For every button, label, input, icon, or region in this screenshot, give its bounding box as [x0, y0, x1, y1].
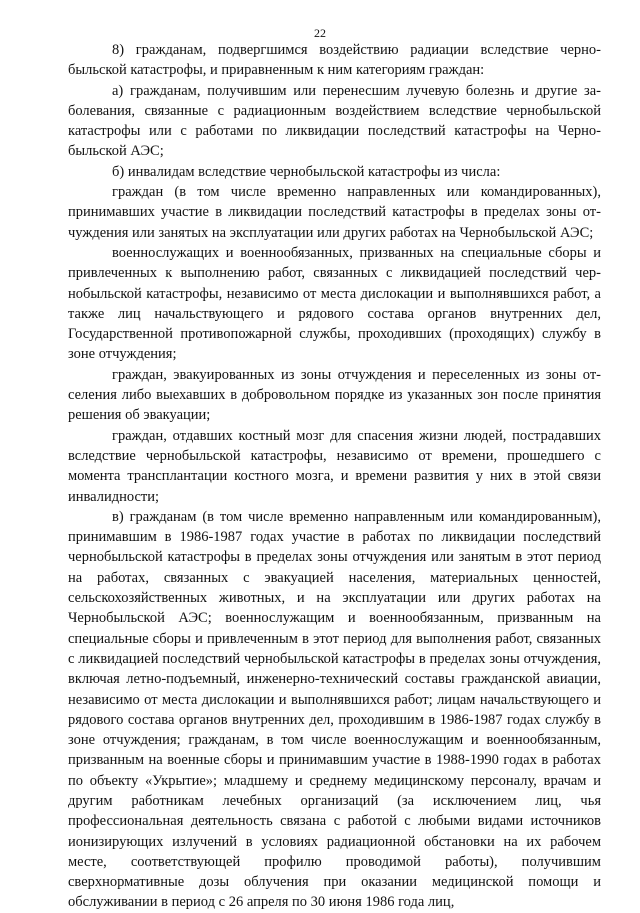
paragraph-item-8: 8) гражданам, подвергшимся воздействию радиации вследствие чернобыльской катастрофы, и приравненным к ним категориям граждан:: [68, 42, 601, 79]
paragraph-bone-marrow-donors: граждан, отдавших костный мозг для спасения жизни людей, пострадавших вследствие чернобыльской катастрофы, независимо от времени, прошедшего с момента трансплантации костного мозга, и времени развития у них в этой связи инвалидности;: [68, 427, 601, 505]
paragraph-servicemen: военнослужащих и военнообязанных, призванных на специальные сборы и привлеченных к выполнению работ, связанных с ликвидацией последствий чернобыльской катастрофы, независимо от места дислокации и выполнявшихся работ, а также лиц начальствующего и рядового состава органов внутренних дел, Государственной противопожарной службы, проходивших (проходящих) службу в зоне отчуждения;: [68, 244, 601, 363]
paragraph-evacuated: граждан, эвакуированных из зоны отчуждения и переселенных из зоны отселения либо выехавших в добровольном порядке из указанных зон после принятия решения об эвакуации;: [68, 366, 601, 424]
paragraph-liquidators: граждан (в том числе временно направленных или командированных), принимавших участие в ликвидации последствий катастрофы в пределах зоны отчуждения или занятых на эксплуатации или других работах на Чернобыльской АЭС;: [68, 184, 601, 241]
paragraph-subitem-b: б) инвалидам вследствие чернобыльской катастрофы из числа:: [112, 163, 501, 180]
page-number: 22: [314, 26, 326, 40]
paragraph-subitem-v: в) гражданам (в том числе временно направленным или командированным), принимавшим в 1986-1987 годах участие в работах по ликвидации последствий чернобыльской катастрофы в пределах зоны отчуждения или занятым в этот период на работах, связанных с эвакуацией населения, материальных ценностей, сельскохозяйственных животных, и на эксплуатации или других работах на Чернобыльской АЭС; военнослужащим и военнообязанным, призванным на специальные сборы и привлеченным в этот период для выполнения работ, связанных с ликвидацией последствий чернобыльской катастрофы в пределах зоны отчуждения, включая летно-подъемный, инженерно-технический составы гражданской авиации, независимо от места дислокации и выполнявшихся работ; лицам начальствующего и рядового состава органов внутренних дел, проходившим в 1986-1987 годах службу в зоне отчуждения; гражданам, в том числе военнослужащим и военнообязанным, призванным на военные сборы и принимавшим участие в 1988-1990 годах в работах по объекту «Укрытие»; младшему и среднему медицинскому персоналу, врачам и другим работникам лечебных организаций (за исключением лиц, чья профессиональная деятельность связана с работой с любыми видами источников ионизирующих излучений в условиях радиационной обстановки на их рабочем месте, соответствующей профилю проводимой работы), получившим сверхнормативные дозы облучения при оказании медицинской помощи и обслуживании в период с 26 апреля по 30 июня 1986 года лиц,: [68, 508, 601, 911]
document-body: [68, 40, 601, 913]
paragraph-subitem-a: а) гражданам, получившим или перенесшим лучевую болезнь и другие заболевания, связанные с радиационным воздействием вследствие чернобыльской катастрофы или с работами по ликвидации последствий катастрофы на Чернобыльской АЭС;: [68, 82, 601, 160]
